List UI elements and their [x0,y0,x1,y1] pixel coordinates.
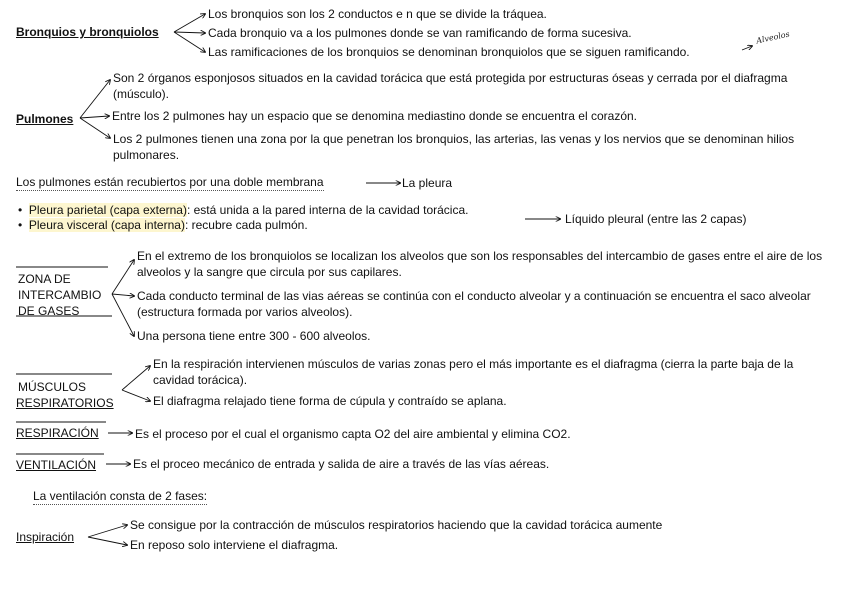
inspiracion-heading: Inspiración [16,530,75,544]
bronquios-item-3: Las ramificaciones de los bronquios se denominan bronquiolos que se siguen ramificando. [208,45,690,59]
bronquios-heading: Bronquios y bronquiolos [16,25,159,39]
inspiracion-item-2: En reposo solo interviene el diafragma. [130,538,339,552]
pleura-parietal-desc: : está unida a la pared interna de la cavidad torácica. [186,203,469,217]
membrana-text: Los pulmones están recubiertos por una doble membrana [16,175,324,189]
membrana-result: La pleura [402,176,453,190]
pulmones-item-1: Son 2 órganos esponjosos situados en la cavidad torácica que está protegida por estructuras óseas y cerrada por el diafragma (músculo). [113,71,788,101]
ventilacion-fases: La ventilación consta de 2 fases: [33,489,208,503]
ventilacion-heading: VENTILACIÓN [16,458,97,472]
pleura-visceral-desc: : recubre cada pulmón. [184,218,308,232]
inspiracion-item-1: Se consigue por la contracción de músculos respiratorios haciendo que la cavidad torácica aumente [130,518,663,532]
ventilacion-text: Es el proceo mecánico de entrada y salida de aire a través de las vías aéreas. [133,457,550,471]
zona-heading-2: INTERCAMBIO [18,288,102,302]
pleura-parietal [18,202,468,218]
bronquios-item-2: Cada bronquio va a los pulmones donde se van ramificando de forma sucesiva. [208,26,632,40]
pulmones-heading: Pulmones [16,112,74,126]
musculos-heading-2: RESPIRATORIOS [16,396,114,410]
bullet: • [18,218,29,232]
respiracion-heading: RESPIRACIÓN [16,426,99,440]
pleura-visceral-term: Pleura visceral (capa interna) [28,218,185,232]
zona-item-3: Una persona tiene entre 300 - 600 alveolos. [137,329,371,343]
pulmones-item-3: Los 2 pulmones tienen una zona por la que penetran los bronquios, las arterias, las venas y los nervios que se denominan hilios pulmonares. [113,132,795,162]
zona-item-1: En el extremo de los bronquiolos se localizan los alveolos que son los responsables del intercambio de gases entre el aire de los alveolos y la sangre que circula por sus capilares. [137,249,823,279]
bullet: • [18,203,29,217]
liquido-pleural: Líquido pleural (entre las 2 capas) [565,212,747,226]
zona-item-2: Cada conducto terminal de las vias aéreas se continúa con el conducto alveolar y a continuación se encuentra el saco alveolar (estructura formada por varios alveolos). [137,289,811,319]
pleura-parietal-term: Pleura parietal (capa externa) [28,203,187,217]
zona-heading-1: ZONA DE [18,272,71,286]
respiracion-text: Es el proceso por el cual el organismo capta O2 del aire ambiental y elimina CO2. [135,427,571,441]
zona-heading-3: DE GASES [18,304,80,318]
musculos-item-2: El diafragma relajado tiene forma de cúpula y contraído se aplana. [153,394,507,408]
pulmones-item-2: Entre los 2 pulmones hay un espacio que se denomina mediastino donde se encuentra el corazón. [112,109,638,123]
musculos-heading-1: MÚSCULOS [18,380,87,394]
pleura-visceral [18,217,308,233]
handwritten-note: Alveolos [755,29,791,46]
bronquios-item-1: Los bronquios son los 2 conductos e n que se divide la tráquea. [208,7,547,21]
musculos-item-1: En la respiración intervienen músculos de varias zonas pero el más importante es el diafragma (cierra la parte baja de la cavidad torácica). [153,357,794,387]
